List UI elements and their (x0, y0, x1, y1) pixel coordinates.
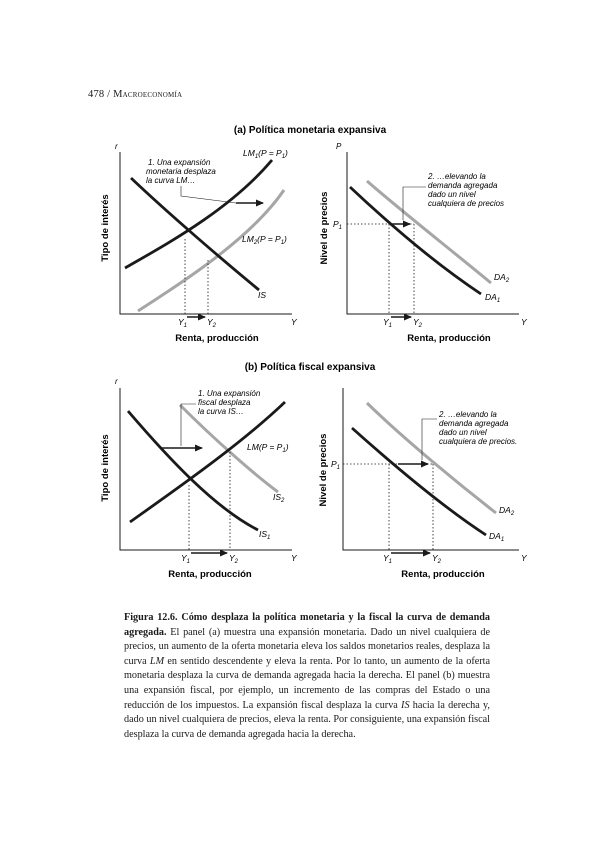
fiscal-annotation: 1. Una expansión fiscal desplaza la curva IS… (198, 389, 261, 416)
panel-a-title: (a) Política monetaria expansiva (233, 125, 387, 136)
da2-label: $DA_2$ (494, 272, 510, 284)
caption-is: IS (401, 699, 410, 711)
y-axis-label: Tipo de interés (100, 434, 111, 502)
separator: / (104, 89, 114, 100)
lm-label: $LM(P = P_1)$ (247, 442, 289, 454)
y-axis-label: Nivel de precios (319, 191, 330, 265)
panel-b-ad-graph (318, 388, 528, 580)
y1-label: $Y_1$ (383, 553, 393, 565)
page-number: 478 (88, 89, 105, 100)
is-label: IS (258, 290, 267, 300)
caption-text-1: El panel (a) muestra una expansión monetaria. Dado un nivel cualquiera de precios, un aumento de la oferta monetaria eleva los saldos monetarios reales, desplaza la curva (124, 626, 490, 667)
y-axis-symbol: r (115, 377, 118, 386)
x-axis-label: Renta, producción (407, 333, 491, 344)
y-axis-label: Nivel de precios (318, 433, 329, 507)
x-axis-label: Renta, producción (168, 569, 252, 580)
y2-label: $Y_2$ (432, 553, 442, 565)
x-axis-label: Renta, producción (401, 569, 485, 580)
panel-b-islm-graph (100, 377, 298, 580)
annotation-leader (181, 186, 236, 203)
book-title: Macroeconomía (113, 89, 183, 100)
y-axis-label: Tipo de interés (100, 194, 111, 262)
lm1-label: $LM_1(P = P_1)$ (243, 148, 288, 160)
p1-label: $P_1$ (331, 459, 341, 471)
da1-label: $DA_1$ (489, 531, 505, 543)
is1-curve (128, 411, 258, 530)
x-axis-symbol: Y (521, 317, 527, 327)
y2-label: $Y_2$ (229, 553, 239, 565)
y2-label: $Y_2$ (207, 317, 217, 329)
y1-label: $Y_1$ (178, 317, 188, 329)
figure-caption (124, 611, 490, 742)
ad-annotation: 2. …elevando la demanda agregada dado un nivel cualquiera de precios (428, 172, 505, 208)
x-axis-symbol: Y (291, 317, 297, 327)
y1-label: $Y_1$ (181, 553, 191, 565)
p1-label: $P_1$ (333, 219, 343, 231)
y-axis-symbol: r (115, 142, 118, 151)
monetary-annotation: 1. Una expansión monetaria desplaza la curva LM… (146, 158, 216, 185)
ad-annotation: 2. …elevando la demanda agregada dado un nivel cualquiera de precios. (439, 410, 518, 446)
is2-label: $IS_2$ (273, 492, 285, 504)
x-axis-symbol: Y (521, 553, 527, 563)
x-axis-symbol: Y (291, 553, 297, 563)
caption-text-3: hacia la derecha y, dado un nivel cualquiera de precios, eleva la renta. Por consiguiente, una expansión fiscal desplaza la curva de demanda agregada hacia la derecha. (124, 699, 490, 740)
y2-label: $Y_2$ (413, 317, 423, 329)
panel-b-title: (b) Política fiscal expansiva (244, 362, 376, 373)
caption-lm: LM (149, 655, 165, 667)
panel-a-ad-graph (319, 142, 528, 344)
x-axis-label: Renta, producción (175, 333, 259, 344)
caption-label: Figura 12.6. Cómo desplaza la política monetaria y la fiscal la curva de demanda agregada. (124, 612, 490, 638)
y1-label: $Y_1$ (383, 317, 393, 329)
da2-label: $DA_2$ (499, 505, 515, 517)
lm-curve (130, 402, 285, 522)
is1-label: $IS_1$ (259, 529, 271, 541)
panel-a-islm-graph (100, 142, 298, 344)
y-axis-symbol: P (336, 142, 342, 151)
caption-text-2: en sentido descendente y eleva la renta. Por lo tanto, un aumento de la oferta monetaria desplaza la curva de demanda agregada hacia la derecha. El panel (b) muestra una expansión fiscal, por ejemplo, un incremento de las compras del Estado o una reducción de los impuestos. La expansión fiscal desplaza la curva (124, 655, 490, 711)
da1-label: $DA_1$ (485, 292, 501, 304)
lm2-label: $LM_2(P = P_1)$ (242, 234, 287, 246)
